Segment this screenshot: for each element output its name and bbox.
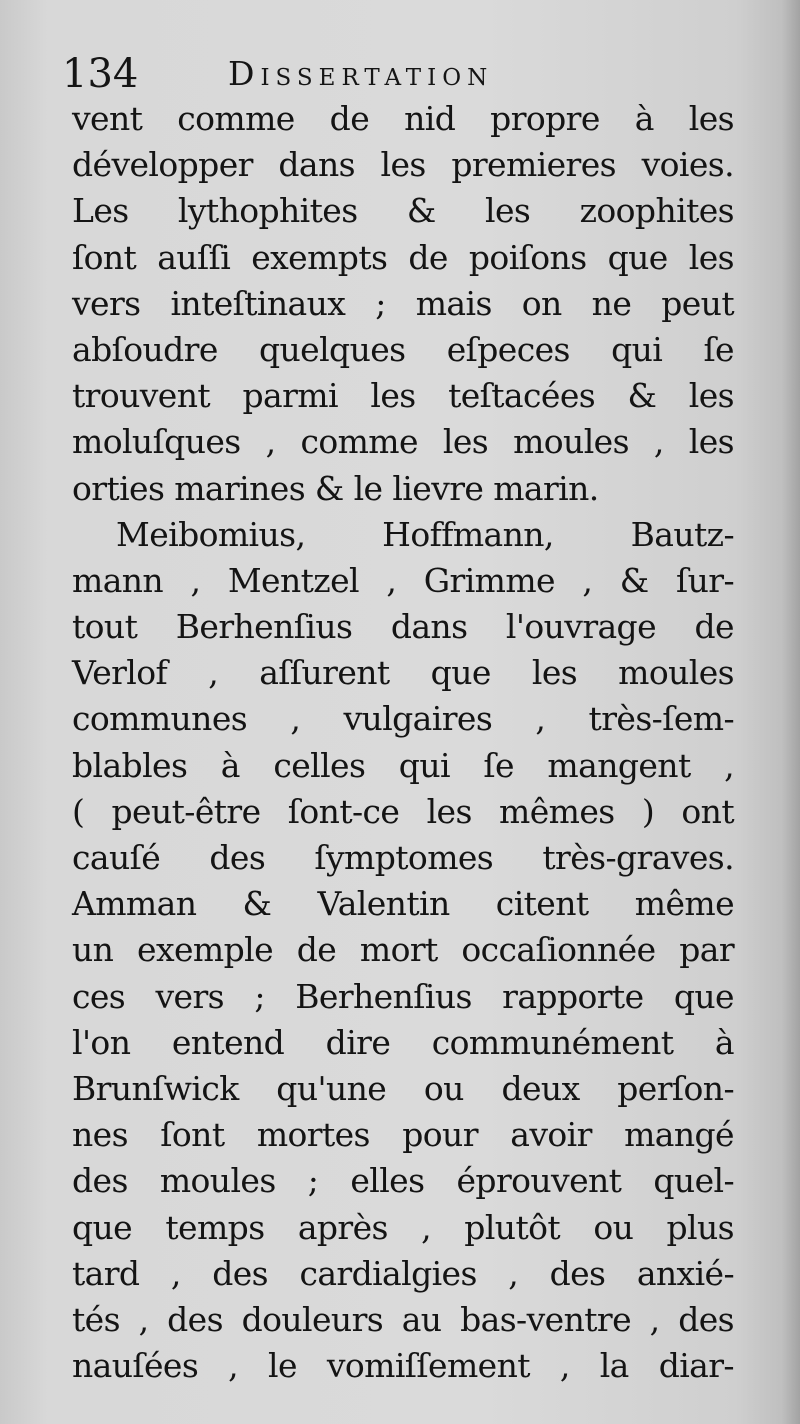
text-line: tout Berhenſius dans l'ouvrage de (72, 607, 734, 647)
text-line: Amman & Valentin citent même (72, 884, 734, 924)
text-line: nes ſont mortes pour avoir mangé (72, 1115, 734, 1155)
text-line: abſoudre quelques eſpeces qui ſe (72, 329, 734, 369)
text-line: l'on entend dire communément à (72, 1022, 734, 1062)
text-line: Verlof , aſſurent que les moules (72, 653, 734, 693)
text-line: Les lythophites & les zoophites (72, 191, 734, 231)
body-text (72, 96, 734, 1389)
text-line: que temps après , plutôt ou plus (72, 1207, 734, 1247)
text-line: tard , des cardialgies , des anxié- (72, 1253, 734, 1293)
page-number: 134 (62, 51, 139, 97)
text-line: orties marines & le lievre marin. (72, 468, 599, 508)
text-line: mann , Mentzel , Grimme , & ſur- (72, 560, 734, 600)
text-line: trouvent parmi les teſtacées & les (72, 376, 734, 416)
text-line: développer dans les premieres voies. (72, 145, 734, 185)
text-line: ſont auſſi exempts de poiſons que les (72, 237, 734, 277)
text-line: nauſées , le vomiſſement , la diar- (72, 1346, 734, 1386)
text-line: Brunſwick qu'une ou deux perſon- (72, 1068, 734, 1108)
page-edge-shadow (782, 0, 800, 1424)
text-line: blables à celles qui ſe mangent , (72, 745, 734, 785)
text-line: tés , des douleurs au bas-ventre , des (72, 1299, 734, 1339)
text-line: des moules ; elles éprouvent quel- (72, 1161, 734, 1201)
text-line: Meibomius, Hoffmann, Bautz- (116, 514, 734, 554)
text-line: un exemple de mort occaſionnée par (72, 930, 734, 970)
text-line: vent comme de nid propre à les (72, 99, 734, 138)
running-head (62, 46, 742, 102)
text-line: communes , vulgaires , très-ſem- (72, 699, 734, 739)
text-line: ( peut-être ſont-ce les mêmes ) ont (72, 791, 734, 831)
text-line: vers inteſtinaux ; mais on ne peut (72, 283, 734, 323)
text-line: cauſé des ſymptomes très-graves. (72, 838, 734, 877)
text-line: moluſques , comme les moules , les (72, 422, 734, 462)
text-line: ces vers ; Berhenſius rapporte que (72, 976, 734, 1016)
running-title: Dissertation (228, 54, 494, 93)
